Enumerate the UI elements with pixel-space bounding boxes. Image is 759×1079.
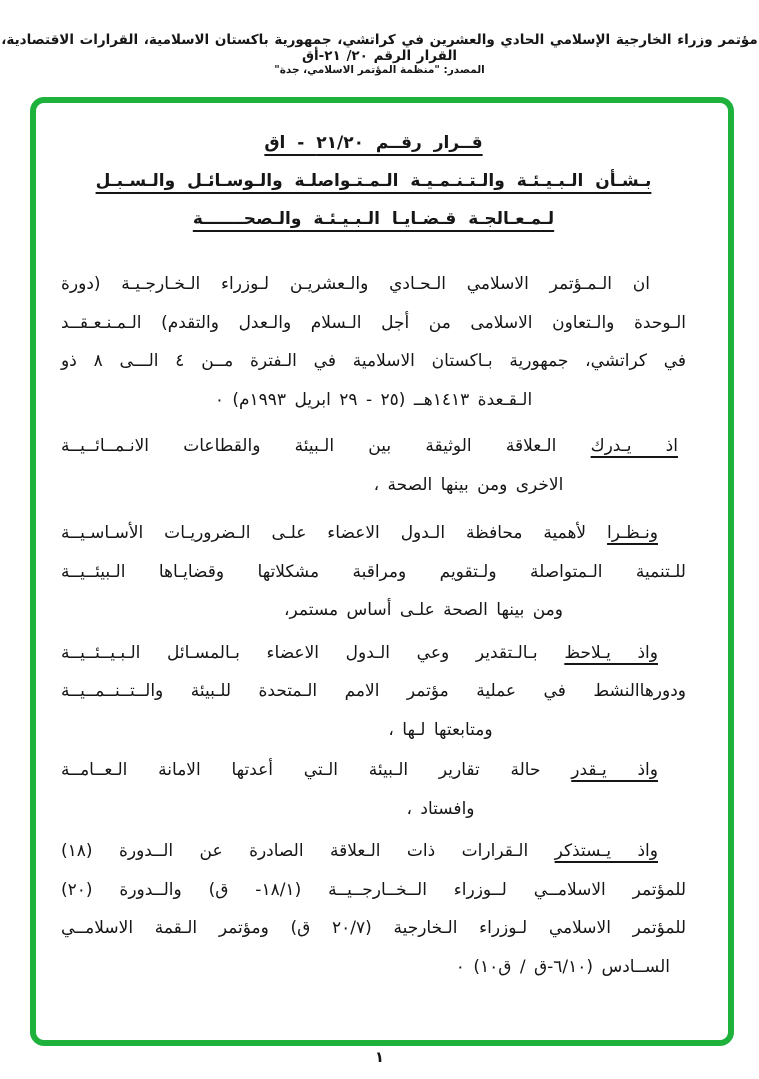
resolution-subject-title: بـشـأن الـبـيـئـة والـتـنـمـيـة الـمـتـواصلـة والـوسـائـل والـسـبـل xyxy=(95,171,652,191)
citation-header: مؤتمر وزراء الخارجية الإسلامي الحادي والعشرين في كراتشي، جمهورية باكستان الاسلامية، القرارات الاقتصادية، القرار الرقم ٢٠/ ٢١-أق xyxy=(1,32,758,64)
paragraph-preamble xyxy=(61,265,686,419)
lead-phrase: اذ يـدرك xyxy=(590,436,678,456)
paragraph-recalling xyxy=(61,832,686,986)
text-line: ومتابعتها لـها ، xyxy=(388,719,493,740)
paragraph-considering xyxy=(61,514,686,630)
resolution-number-title: قــرار رقــم ٢١/٢٠ - اق xyxy=(264,133,483,153)
text-line: واذ يـلاحظ بـالـتقدير وعي الـدول الاعضاء بـالمسـائل الـبـيــئــيــة xyxy=(61,642,658,663)
text-line: للمؤتمر الاسلامي لـوزراء الـخارجية (٢٠/٧ ق) ومؤتمر الـقمة الاسلامــي xyxy=(61,918,686,938)
page-number: ١ xyxy=(374,1048,385,1066)
text-line: واذ يـقدر حالة تقارير الـبيئة الـتي أعدتها الامانة الـعــامــة xyxy=(61,760,658,780)
lead-phrase: ونـظـرا xyxy=(607,523,658,543)
paragraph-appreciating xyxy=(61,751,686,828)
text-line: اذ يـدرك الـعلاقة الوثيقة بين الـبيئة والقطاعات الانـمــائــيــة xyxy=(61,436,678,456)
resolution-subject-title-2: لـمـعـالجـة قـضـايـا الـبـيـئـة والـصحـــــــة xyxy=(192,209,555,229)
text-line: للـتنمية الـمتواصلة ولـتقويم ومراقبة مشكلاتها وقضايـاها الـبيئــيــة xyxy=(61,561,686,582)
text-line: الـقـعدة ١٤١٣هــ (٢٥ - ٢٩ ابريل ١٩٩٣م) ٠ xyxy=(214,389,533,410)
paragraph-noting xyxy=(61,634,686,750)
text-line: ومن بينها الصحة علـى أساس مستمر، xyxy=(284,600,563,620)
text-line: ان الـمـؤتمر الاسلامي الـحـادي والـعشريـن لـوزراء الـخـارجـيـة (دورة xyxy=(61,274,650,294)
text-line: للمؤتمر الاسلامــي لــوزراء الــخــارجــيــة (١٨/١- ق) والــدورة (٢٠) xyxy=(61,879,686,900)
text-line: الاخرى ومن بينها الصحة ، xyxy=(373,474,564,495)
text-line: الســادس (٦/١٠-ق / ق١٠) ٠ xyxy=(455,956,670,977)
text-line: الـوحدة والـتعاون الاسلامى من أجل الـسلام والـعدل والتقدم) الـمـنـعـقــد xyxy=(61,312,686,333)
source-line: المصدر: "منظمة المؤتمر الاسلامي، جدة" xyxy=(274,64,485,76)
lead-phrase: واذ يـقدر xyxy=(571,760,658,780)
document-frame xyxy=(30,97,734,1046)
text-line: وافستاد ، xyxy=(406,798,475,819)
document-body xyxy=(42,109,722,1034)
text-line: ودورهاالنشط في عملية مؤتمر الامم الـمتحدة للـبيئة والــتــنــمــيــة xyxy=(61,681,686,701)
text-line: ونـظـرا لأهمية محافظة الـدول الاعضاء علـى الـضروريـات الأسـاسـيــة xyxy=(61,523,658,543)
lead-phrase: واذ يـستذكر xyxy=(554,841,658,861)
paragraph-recognizing xyxy=(61,427,686,504)
lead-phrase: واذ يـلاحظ xyxy=(564,642,658,663)
text-line: واذ يـستذكر الـقرارات ذات الـعلاقة الصادرة عن الــدورة (١٨) xyxy=(61,841,658,861)
text-line: في كراتشي، جمهورية بـاكستان الاسلامية في الـفترة مــن ٤ الـــى ٨ ذو xyxy=(61,351,687,371)
